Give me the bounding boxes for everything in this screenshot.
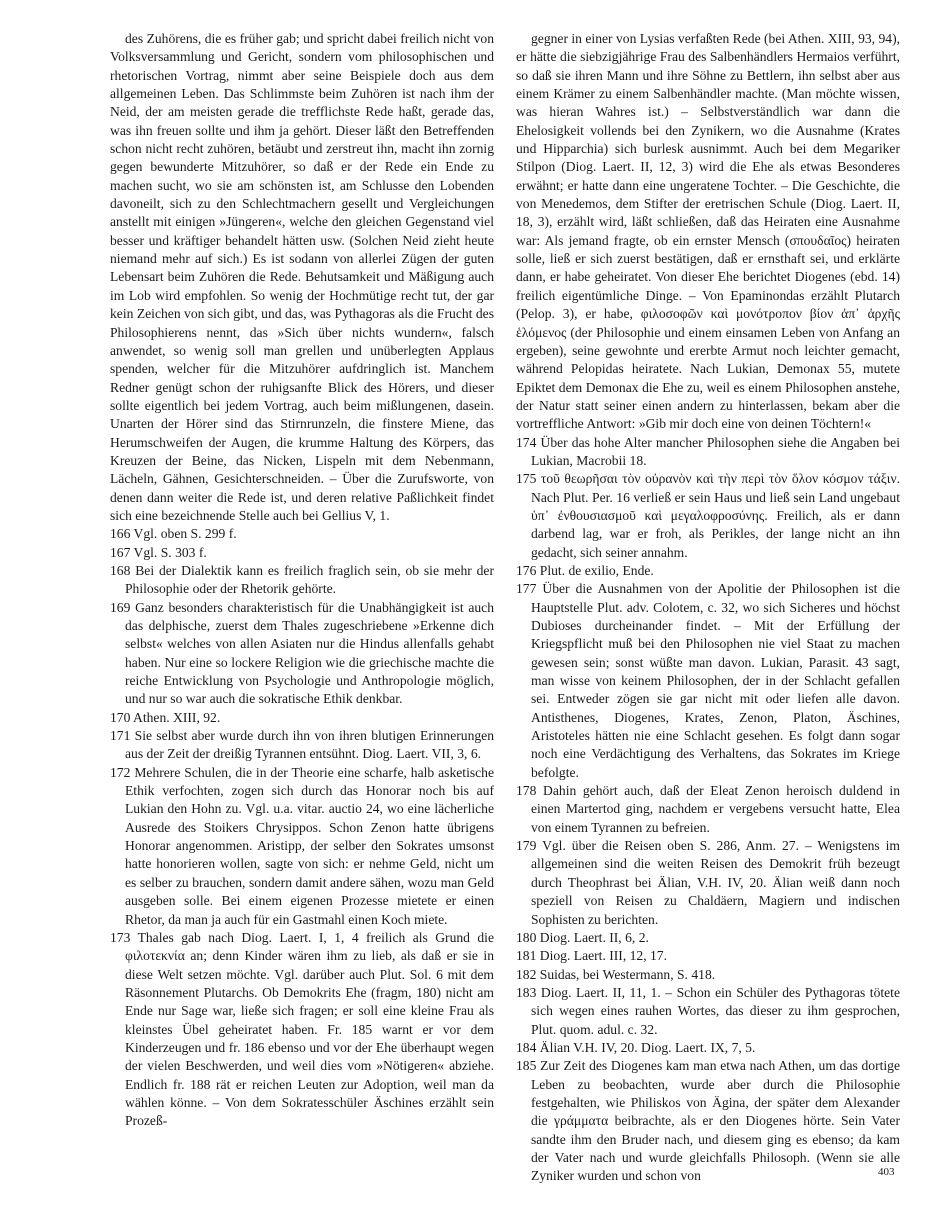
footnote-177: 177 Über die Ausnahmen von der Apolitie der Philosophen ist die Hauptstelle Plut. adv. Colotem, c. 32, wo sich Sicheres und höchst Dubioses durcheinander findet. – Mit der Erfüllung der Kriegspflicht muß bei den Philosophen nie viel Staat zu machen gewesen sein; sonst wüßte man davon. Lukian, Parasit. 43 sagt, man wisse von keinem Philosophen, der in der Schlacht gefallen sei. Entweder zögen sie gar nicht mit oder liefen alle davon. Antisthenes, Diogenes, Krates, Zenon, Platon, Äschines, Aristoteles hätten nie eine Schlacht gesehen. Es folgt dann sogar noch eine Verdächtigung des Verhaltens, das Sokrates im Kriege befolgte. — [516, 581, 900, 780]
footnote-168: 168 Bei der Dialektik kann es freilich fraglich sein, ob sie mehr der Philosophie oder der Rhetorik gehörte. — [110, 562, 494, 597]
footnote-174: 174 Über das hohe Alter mancher Philosophen siehe die Angaben bei Lukian, Macrobii 18. — [516, 434, 900, 468]
footnote-179: 179 Vgl. über die Reisen oben S. 286, Anm. 27. – Wenigstens im allgemeinen sind die weiten Reisen des Demokrit früh bezeugt durch Theophrast bei Älian, V.H. IV, 20. Älian weiß dann noch speziell von Reisen zu Chaldäern, Magiern und indischen Sophisten zu berichten. — [516, 838, 900, 927]
footnote-181: 181 Diog. Laert. III, 12, 17. — [516, 948, 668, 964]
footnote-171: 171 Sie selbst aber wurde durch ihn von ihren blutigen Erinnerungen aus der Zeit der dreißig Tyrannen entsühnt. Diog. Laert. VII, 3, 6. — [110, 728, 494, 762]
page-number: 403 — [878, 1166, 895, 1178]
footnote-167: 167 Vgl. S. 303 f. — [110, 544, 207, 560]
footnote-183: 183 Diog. Laert. II, 11, 1. – Schon ein Schüler des Pythagoras tötete sich wegen eines rauhen Wortes, das dieser zu ihm gesprochen, Plut. quom. adul. c. 32. — [516, 984, 900, 1037]
continuation-paragraph: gegner in einer von Lysias verfaßten Rede (bei Athen. XIII, 93, 94), er hätte die siebzigjährige Frau des Salbenhändlers Hermaios verführt, so daß sie ihren Mann und ihre Söhne zu Bettlern, ihn selbst aber aus einem Krämer zu einem Salbenhändler machte. (Man möchte wissen, was hieran Wahres ist.) – Selbstverständlich war dann die Ehelosigkeit vollends bei den Zynikern, wo die Ausnahme (Krates und Hipparchia) sich burlesk ausnimmt. Auch bei dem Megariker Stilpon (Diog. Laert. II, 12, 3) wird die Ehe als etwas Besonderes erwähnt; er hatte dann eine ungeratene Tochter. – Die Geschichte, die von Menedemos, dem Stifter der eretrischen Schule (Diog. Laert. II, 18, 3), erzählt wird, läßt schließen, daß das Heiraten eine Ausnahme war: Als jemand fragte, ob ein ernster Mensch (σπουδαῖος) heiraten solle, ließ er sich zuerst bestätigen, daß er ernsthaft sei, und erklärte dann, er habe geheiratet. Von dieser Ehe berichtet Diogenes (ebd. 14) freilich eigentümliche Dinge. – Von Epaminondas erzählt Plutarch (Pelop. 3), er habe, φιλοσοφῶν καὶ μονότροπον βίον ἀπ᾿ ἀρχῆς ἑλόμενος (der Philosophie und einem einsamen Leben von Anfang an ergeben), seine gewohnte und ererbte Armut noch leichter gemacht, während Pelopidas heiratete. Nach Lukian, Demonax 55, mutete Epiktet dem Demonax die Ehe zu, weil es einem Philosophen anstehe, der Natur statt seiner einen andern zu hinterlassen, bekam aber die vortreffliche Antwort: »Gib mir doch eine von deinen Töchtern!« — [516, 31, 900, 432]
continuation-paragraph: des Zuhörens, die es früher gab; und spricht dabei freilich nicht von Volksversammlung und Gericht, sondern vom philosophischen und rhetorischen Vortrag, nimmt aber seine Beispiele doch aus dem allgemeinen Leben. Das Schlimmste beim Zuhören ist nach ihm der Neid, der am meisten gerade die trefflichste Rede haßt, gerade das, was ihn freuen sollte und ihm ja gehört. Dieser läßt den Betreffenden schon nicht recht zuhören, betäubt und zerstreut ihn, macht ihn zornig gegen bewunderte Mitzuhörer, so daß er der Rede ein Ende zu machen sucht, wo sie am schönsten ist, am Schlusse den Lobenden davoneilt, sich zu den Schlechtmachern gesellt und Vergleichungen anstellt mit einigen »Jüngeren«, welche den gleichen Gegenstand viel besser und kräftiger behandelt hätten usw. (Solchen Neid zieht heute niemand mehr auf sich.) Es ist sodann von allerlei Zügen der guten Lebensart beim Zuhören die Rede. Behutsamkeit und Mäßigung auch im Lob wird empfohlen. So wenig der Hochmütige recht tut, der gar kein Zeichen von sich gibt, und das, was Pythagoras als die Frucht des Philosophierens nennt, das »Sich über nichts wundern«, falsch anwendet, so wenig soll man grellen und unüberlegten Applaus spenden, welcher für die Mitzuhörer aufdringlich ist. Manchem Redner genügt schon der ruhigsanfte Blick des Hörers, und dieser sollte eigentlich bei jedem Vortrag, auch beim mißlungenen, dasein. Unarten der Hörer sind das Stirnrunzeln, die finstere Miene, das Herumschweifen der Augen, die krumme Haltung des Körpers, das Kreuzen der Beine, das Nicken, Lispeln mit dem Nebenmann, Lächeln, Gähnen, Gesichterschneiden. – Über die Zurufsworte, von denen dann weiter die Rede ist, und deren relative Paßlichkeit findet sich eine bezeichnende Stelle auch bei Gellius V, 1. — [110, 31, 494, 523]
footnote-176: 176 Plut. de exilio, Ende. — [516, 562, 654, 578]
footnote-166: 166 Vgl. oben S. 299 f. — [110, 526, 237, 542]
footnote-184: 184 Älian V.H. IV, 20. Diog. Laert. IX, 7, 5. — [516, 1039, 756, 1055]
footnote-185: 185 Zur Zeit des Diogenes kam man etwa nach Athen, um das dortige Leben zu beobachten, wurde aber durch die Philosophie festgehalten, wie Philiskos von Ägina, der später dem Alexander die γράμματα beibrachte, als er den Diogenes hörte. Sein Vater sandte ihm den Bruder nach, und diesem ging es ebenso; da kam der Vater nach und wurde gleichfalls Philosoph. (Wenn sie alle Zyniker wurden und schon von — [516, 1058, 900, 1184]
footnote-182: 182 Suidas, bei Westermann, S. 418. — [516, 966, 716, 982]
footnote-173: 173 Thales gab nach Diog. Laert. I, 1, 4 freilich als Grund die φιλοτεκνία an; denn Kinder wären ihm zu lieb, als daß er sie in diese Welt setzen möchte. Vgl. darüber auch Plut. Sol. 6 mit dem Räsonnement Plutarchs. Ob Demokrits Ehe (fragm, 180) nicht am Ende nur Sage war, ließe sich fragen; er soll eine kleine Frau als kleinstes Übel geheiratet haben. Fr. 185 warnt er vor dem Kinderzeugen und fr. 186 ebenso und vor der Ehe überhaupt wegen der vielen Beschwerden, und weil dies vom »Nötigeren« abziehe. Endlich fr. 188 rät er reichen Leuten zur Adoption, weil man da wählen könne. – Von dem Sokratesschüler Äschines erzählt sein Prozeß- — [110, 929, 494, 1129]
footnote-170: 170 Athen. XIII, 92. — [110, 709, 221, 725]
footnote-175: 175 τοῦ θεωρῆσαι τὸν οὐρανὸν καὶ τὴν περὶ τὸν ὅλον κόσμον τάξιν. Nach Plut. Per. 16 verließ er sein Haus und ließ sein Land ungebaut ὑπ᾿ ἐνθουσιασμοῦ καὶ μεγαλοφροσύνης. Freilich, als er dann darbend lag, war er froh, als Perikles, der lange nicht an ihn gedacht, sich seiner annahm. — [516, 471, 900, 560]
left-column — [110, 30, 494, 1131]
footnote-169: 169 Ganz besonders charakteristisch für die Unabhängigkeit ist auch das delphische, zuerst dem Thales zugeschriebene »Erkenne dich selbst« welches von allen Asiaten nur die Hindus allenfalls gehabt haben. Nur eine so lockere Religion wie die griechische machte die reiche Entwicklung von Psychologie und Anthropologie möglich, und nur so war auch die sokratische Ethik denkbar. — [110, 599, 494, 707]
footnote-180: 180 Diog. Laert. II, 6, 2. — [516, 929, 649, 945]
footnote-172: 172 Mehrere Schulen, die in der Theorie eine scharfe, halb asketische Ethik verfochten, zogen sich durch das Honorar noch bis auf Lukian den Hohn zu. Vgl. u.a. vitar. auctio 24, wo eine lächerliche Ausrede des Stoikers Chrysippos. Schon Zenon hatte übrigens Honorar angenommen. Aristipp, der selber den Sokrates umsonst hatte honorieren wollen, sagte von sich: er nehme Geld, nicht um es selber zu brauchen, sondern damit andere sähen, wozu man Geld ausgeben solle. Bei einem eigenen Prozesse mietete er einen Rhetor, da man ja auch für ein Gastmahl einen Koch miete. — [110, 764, 494, 927]
right-column — [516, 30, 900, 1186]
footnote-178: 178 Dahin gehört auch, daß der Eleat Zenon heroisch duldend in einen Martertod ging, nachdem er vergebens versucht hatte, Elea von einem Tyrannen zu befreien. — [516, 783, 900, 835]
